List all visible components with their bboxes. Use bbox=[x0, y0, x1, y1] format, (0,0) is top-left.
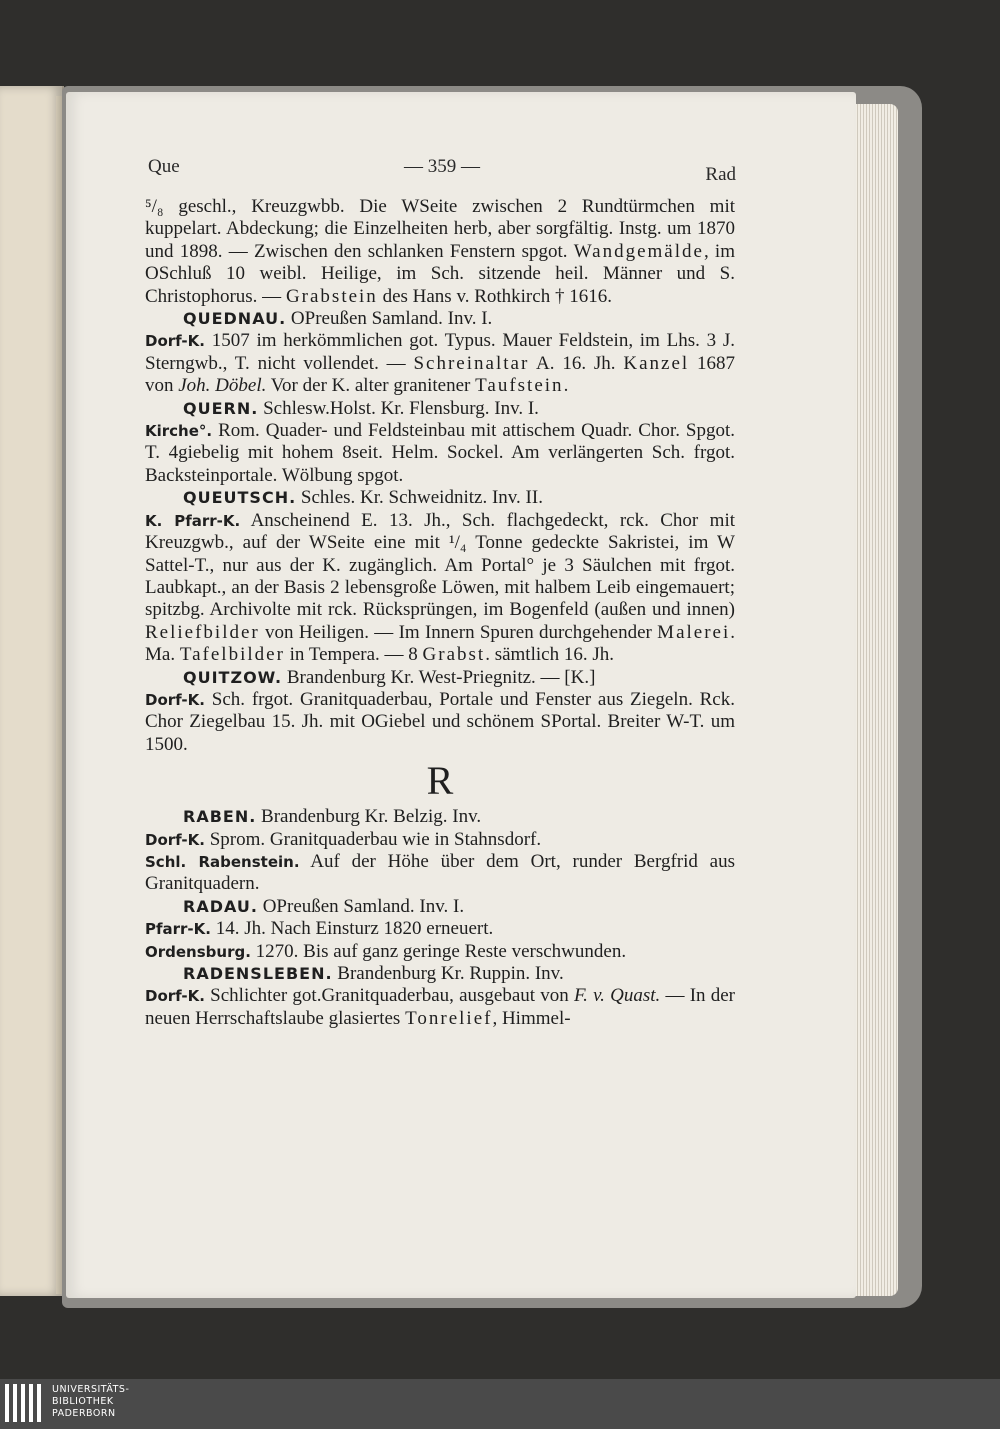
section-letter: R bbox=[426, 758, 454, 804]
page-number: — 359 — bbox=[404, 156, 480, 177]
entry-label: Dorf-K. bbox=[145, 987, 205, 1006]
page-text bbox=[145, 196, 735, 1030]
entry-quednau: QUEDNAU. OPreußen Samland. Inv. I. Dorf-K. 1507 im herkömmlichen got. Typus. Mauer Feldstein, im Lhs. 3 J. Sterngwb., T. nicht vollendet. — Schreinaltar A. 16. Jh. Kanzel 1687 von Joh. Döbel. Vor der K. alter granitener Taufstein. bbox=[145, 308, 736, 397]
entry-continuation: ⁵/₈ geschl., Kreuzgwbb. Die WSeite zwischen 2 Rundtürmchen mit kuppelart. Abdeckung; die Einzelheiten herb, aber sorgfältig. Instg. um 1870 und 1898. — Zwischen den schlanken Fenstern spgot. Wandgemälde, im OSchluß 10 weibl. Heilige, im Sch. sitzende heil. Männer und S. Christophorus. — Grabstein des Hans v. Rothkirch † 1616. bbox=[145, 196, 735, 307]
entry-heading: QUEUTSCH. bbox=[183, 488, 297, 508]
entry-quitzow: QUITZOW. Brandenburg Kr. West-Priegnitz. — [K.] Dorf-K. Sch. frgot. Granitquaderbau, Portale und Fenster aus Ziegeln. Rck. Chor Ziegelbau 15. Jh. mit OGiebel und schönem SPortal. Breiter W-T. um 1500. bbox=[145, 666, 735, 755]
entry-label: K. Pfarr-K. bbox=[145, 511, 241, 530]
entry-label: Pfarr-K. bbox=[145, 920, 211, 939]
entry-quern: QUERN. Schlesw.Holst. Kr. Flensburg. Inv. I. Kirche°. Rom. Quader- und Feldsteinbau mit attischem Quadr. Chor. Spgot. T. 4giebelig mit hohem 8seit. Helm. Sockel. Am verlängerten Sch. frgot. Backsteinportale. Wölbung spgot. bbox=[145, 397, 735, 486]
library-name: UNIVERSITÄTS- BIBLIOTHEK PADERBORN bbox=[52, 1384, 130, 1419]
entry-heading: RADAU. bbox=[183, 896, 258, 916]
entry-heading: QUEDNAU. bbox=[183, 309, 287, 329]
entry-label: Dorf-K. bbox=[145, 830, 205, 849]
entry-queutsch: QUEUTSCH. Schles. Kr. Schweidnitz. Inv. II. K. Pfarr-K. Anscheinend E. 13. Jh., Sch. flachgedeckt, rck. Chor mit Kreuzgwb., auf der WSeite eine mit ¹/₄ Tonne gedeckte Sakristei, im W Sattel-T., nur aus der K. zugänglich. Am Portal° je 3 Säulchen mit frgot. Laubkapt., an der Basis 2 lebensgroße Löwen, mit halbem Leib eingemauert; spitzbg. Archivolte mit rck. Rücksprüngen, im Bogenfeld (außen und innen) Reliefbilder von Heiligen. — Im Innern Spuren durchgehender Malerei. Ma. Tafelbilder in Tempera. — 8 Grabst. sämtlich 16. Jh. bbox=[145, 487, 735, 666]
entry-radau: RADAU. OPreußen Samland. Inv. I. Pfarr-K. 14. Jh. Nach Einsturz 1820 erneuert. Ordensburg. 1270. Bis auf ganz geringe Reste verschwunden. bbox=[145, 895, 627, 962]
left-page bbox=[0, 86, 64, 1296]
entry-label: Ordensburg. bbox=[145, 942, 251, 961]
entry-label: Dorf-K. bbox=[145, 332, 205, 351]
library-logo-icon bbox=[5, 1384, 45, 1422]
entry-heading: RADENSLEBEN. bbox=[183, 964, 333, 983]
entry-label: Kirche°. bbox=[145, 422, 213, 441]
entry-radensleben: RADENSLEBEN. Brandenburg Kr. Ruppin. Inv. Dorf-K. Schlichter got.Granitquaderbau, ausgebaut von F. v. Quast. — In der neuen Herrschaftslaube glasiertes Tonrelief, Himmel- bbox=[145, 963, 735, 1029]
entry-label: Schl. Rabenstein. bbox=[145, 852, 300, 871]
running-header bbox=[148, 156, 736, 186]
entry-heading: QUITZOW. bbox=[183, 667, 283, 687]
entry-heading: RABEN. bbox=[183, 807, 257, 827]
header-left: Que bbox=[148, 156, 180, 177]
entry-raben: RABEN. Brandenburg Kr. Belzig. Inv. Dorf-K. Sprom. Granitquaderbau wie in Stahnsdorf. Schl. Rabenstein. Auf der Höhe über dem Ort, runder Bergfrid aus Granitquadern. bbox=[145, 806, 735, 895]
header-right: Rad bbox=[705, 164, 736, 185]
entry-label: Dorf-K. bbox=[145, 690, 205, 709]
entry-heading: QUERN. bbox=[183, 398, 259, 418]
library-footer bbox=[0, 1379, 1000, 1429]
